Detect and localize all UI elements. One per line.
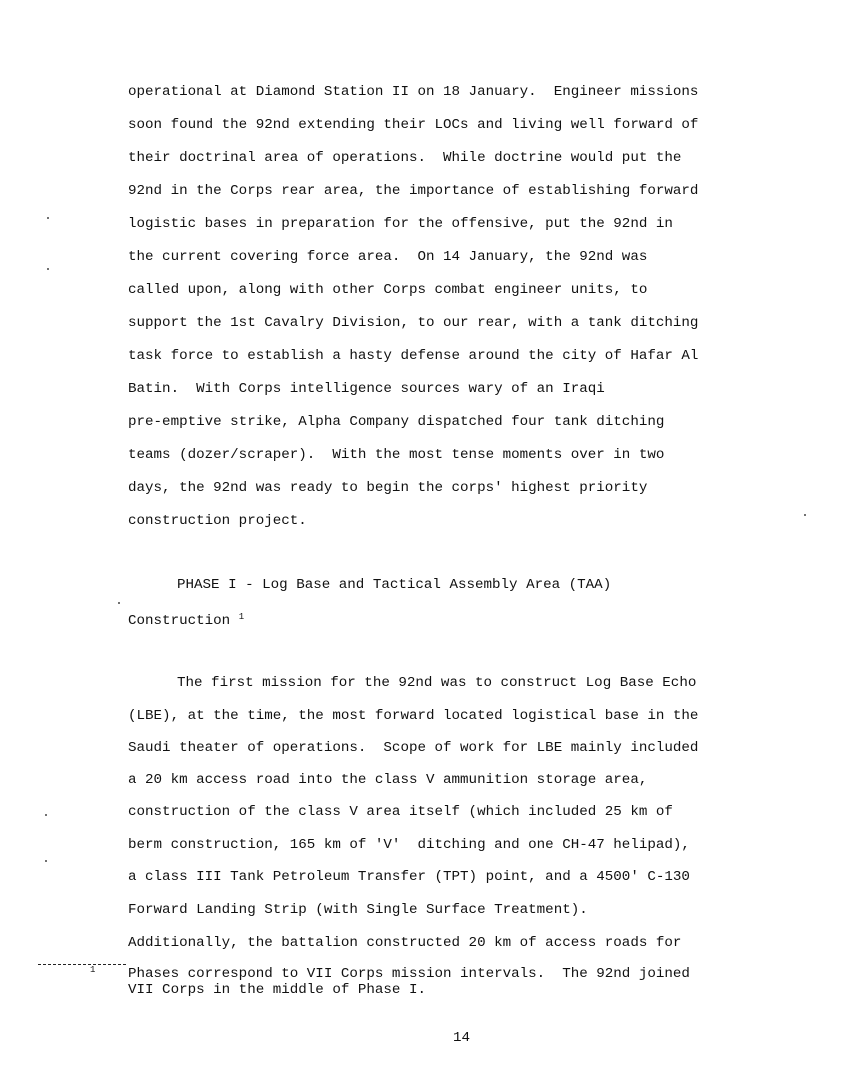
text-line: task force to establish a hasty defense around the city of Hafar Al xyxy=(128,348,699,364)
footnote-mark: 1 xyxy=(90,965,96,975)
text-line: operational at Diamond Station II on 18 January. Engineer missions xyxy=(128,84,699,100)
text-line: 92nd in the Corps rear area, the importance of establishing forward xyxy=(128,183,699,199)
heading-line: PHASE I - Log Base and Tactical Assembly Area (TAA) xyxy=(177,577,612,593)
scan-speck xyxy=(118,602,120,604)
text-line: the current covering force area. On 14 January, the 92nd was xyxy=(128,249,648,265)
text-line: a 20 km access road into the class V ammunition storage area, xyxy=(128,772,648,788)
text-line: support the 1st Cavalry Division, to our rear, with a tank ditching xyxy=(128,315,699,331)
text-line: Batin. With Corps intelligence sources wary of an Iraqi xyxy=(128,381,605,397)
text-line: a class III Tank Petroleum Transfer (TPT) point, and a 4500' C-130 xyxy=(128,869,690,885)
text-line: construction project. xyxy=(128,513,307,529)
text-line: (LBE), at the time, the most forward located logistical base in the xyxy=(128,708,699,724)
scan-speck xyxy=(45,814,47,816)
footnote-line: Phases correspond to VII Corps mission intervals. The 92nd joined xyxy=(128,966,690,982)
text-line: Additionally, the battalion constructed 20 km of access roads for xyxy=(128,935,682,951)
text-line: Saudi theater of operations. Scope of work for LBE mainly included xyxy=(128,740,699,756)
text-line: called upon, along with other Corps combat engineer units, to xyxy=(128,282,648,298)
text-line: logistic bases in preparation for the offensive, put the 92nd in xyxy=(128,216,673,232)
heading-line-2 xyxy=(128,608,244,630)
text-line: days, the 92nd was ready to begin the corps' highest priority xyxy=(128,480,648,496)
text-line: their doctrinal area of operations. While doctrine would put the xyxy=(128,150,682,166)
text-line: construction of the class V area itself (which included 25 km of xyxy=(128,804,673,820)
scan-speck xyxy=(47,268,49,270)
text-line: pre-emptive strike, Alpha Company dispatched four tank ditching xyxy=(128,414,665,430)
footnote-reference[interactable]: 1 xyxy=(238,612,245,622)
text-line: Forward Landing Strip (with Single Surface Treatment). xyxy=(128,902,588,918)
footnote-divider xyxy=(38,964,126,965)
text-line: soon found the 92nd extending their LOCs and living well forward of xyxy=(128,117,699,133)
scan-speck xyxy=(47,217,49,219)
footnote-line: VII Corps in the middle of Phase I. xyxy=(128,982,426,998)
text-line: berm construction, 165 km of 'V' ditching and one CH-47 helipad), xyxy=(128,837,690,853)
scan-speck xyxy=(804,514,806,516)
scan-speck xyxy=(45,860,47,862)
heading-text: Construction xyxy=(128,613,231,629)
page-number: 14 xyxy=(453,1030,471,1046)
text-line: teams (dozer/scraper). With the most tense moments over in two xyxy=(128,447,665,463)
text-line: The first mission for the 92nd was to construct Log Base Echo xyxy=(177,675,697,691)
